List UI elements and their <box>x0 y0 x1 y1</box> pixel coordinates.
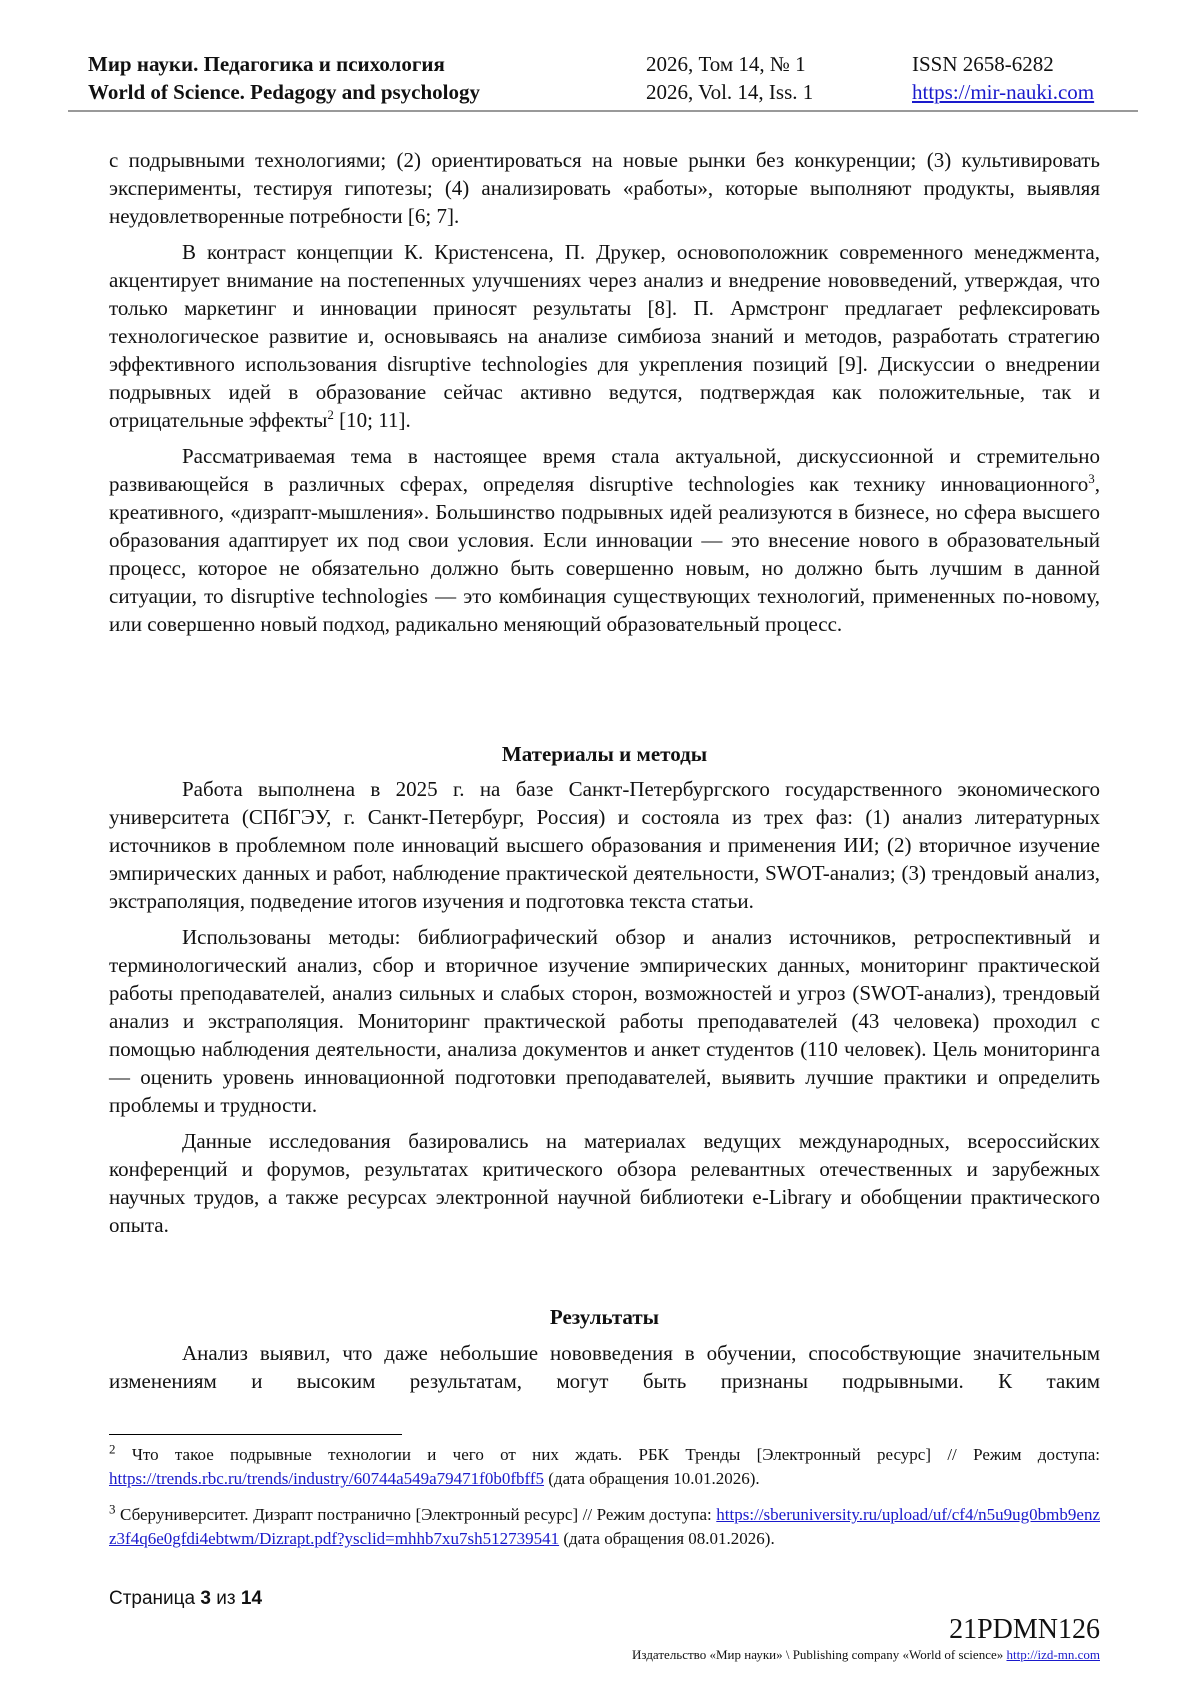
footnote-date: (дата обращения 10.01.2026). <box>544 1469 760 1488</box>
journal-site-link[interactable]: https://mir-nauki.com <box>912 80 1095 104</box>
page-number <box>109 1588 262 1610</box>
paragraph: Работа выполнена в 2025 г. на базе Санкт-Петербургского государственного экономического университета (СПбГЭУ, г. Санкт-Петербург, Россия) и состояла из трех фаз: (1) анализ литературных источников в проблемном поле инноваций высшего образования и применения ИИ; (2) вторичное изучение эмпирических данных и работ, наблюдение практической деятельности, SWOT-анализ; (3) трендовый анализ, экстраполяция, подведение итогов изучения и подготовка текста статьи. <box>109 777 1100 913</box>
results-section <box>109 1339 1100 1395</box>
paragraph <box>109 442 1100 638</box>
methods-section <box>109 775 1100 1239</box>
page-label: Страница <box>109 1588 201 1609</box>
journal-title-en: World of Science. Pedagogy and psychology <box>88 80 481 104</box>
header-divider <box>68 110 1138 112</box>
text: , креативного, «дизрапт-мышления». Большинство подрывных идей реализуются в бизнесе, но сфера высшего образования адаптирует их под свои условия. Если инновации — это внесение нового в образовательный процесс, которое не обязательно должно быть совершенно новым, но должно быть лучшим в данной ситуации, то disruptive technologies — это комбинация существующих технологий, примененных по-новому, или совершенно новый подход, радикально меняющий образовательный процесс. <box>109 472 1100 636</box>
publisher-line <box>632 1647 1100 1663</box>
article-code: 21PDMN126 <box>949 1614 1100 1645</box>
paragraph: Данные исследования базировались на материалах ведущих международных, всероссийских конференций и форумов, результатах критического обзора релевантных отечественных и зарубежных научных трудов, а также ресурсах электронной научной библиотеки e-Library и обобщении практического опыта. <box>109 1129 1100 1237</box>
footnote-text: Что такое подрывные технологии и чего от них ждать. РБК Тренды [Электронный ресурс] // Режим доступа: <box>115 1445 1100 1464</box>
footnote-link[interactable]: https://trends.rbc.ru/trends/industry/60744a549a79471f0b0fbff5 <box>109 1469 545 1488</box>
footnote-ref[interactable]: 3 <box>1088 471 1095 486</box>
publisher-text: Издательство «Мир науки» \ Publishing company «World of science» <box>632 1647 1007 1662</box>
issue-info <box>646 50 813 106</box>
paragraph: с подрывными технологиями; (2) ориентироваться на новые рынки без конкуренции; (3) культивировать эксперименты, тестируя гипотезы; (4) анализировать «работы», которые выполняют продукты, выявляя неудовлетворенные потребности [6; 7]. <box>109 148 1100 228</box>
footnote-link[interactable]: https://sberuniversity.ru/upload/uf/cf4/n5u9ug0bmb9enzz3f4q6e0gfdi4ebtwm/Dizrapt.pdf?ysclid=mhhb7xu7sh512739541 <box>109 1505 1100 1548</box>
journal-title-ru: Мир науки. Педагогика и психология <box>88 52 445 76</box>
page-of: из <box>210 1588 241 1609</box>
footnote-number: 3 <box>109 1501 116 1517</box>
footnote-ref[interactable]: 2 <box>327 407 334 422</box>
footnote-text: Сберуниверситет. Дизрапт постранично [Электронный ресурс] // Режим доступа: <box>115 1505 717 1524</box>
intro-section <box>109 146 1100 638</box>
footnote-divider <box>109 1434 402 1435</box>
paragraph <box>109 238 1100 434</box>
paragraph: Анализ выявил, что даже небольшие нововведения в обучении, способствующие значительным изменениям и высоким результатам, могут быть признаны подрывными. К таким <box>109 1341 1100 1393</box>
issue-ru: 2026, Том 14, № 1 <box>646 52 806 76</box>
journal-title <box>88 50 480 106</box>
issn-info <box>912 50 1094 106</box>
issn: ISSN 2658-6282 <box>912 52 1054 76</box>
current-page: 3 <box>200 1588 211 1609</box>
text: [10; 11]. <box>333 408 411 432</box>
footnote <box>109 1443 1100 1491</box>
footnote-number: 2 <box>109 1441 116 1457</box>
text: Рассматриваемая тема в настоящее время стала актуальной, дискуссионной и стремительно развивающейся в различных сферах, определяя disruptive technologies как технику инновационного <box>109 444 1100 496</box>
footnote <box>109 1503 1100 1551</box>
section-heading-results: Результаты <box>549 1305 660 1329</box>
publisher-link[interactable]: http://izd-mn.com <box>1006 1647 1100 1662</box>
total-pages: 14 <box>240 1588 263 1609</box>
footnote-date: (дата обращения 08.01.2026). <box>559 1529 775 1548</box>
issue-en: 2026, Vol. 14, Iss. 1 <box>646 80 814 104</box>
section-heading-methods: Материалы и методы <box>501 742 708 766</box>
paragraph: Использованы методы: библиографический обзор и анализ источников, ретроспективный и терминологический анализ, сбор и вторичное изучение эмпирических данных, мониторинг практической работы преподавателей, анализ сильных и слабых сторон, возможностей и угроз (SWOT-анализ), трендовый анализ и экстраполяция. Мониторинг практической работы преподавателей (43 человека) проходил с помощью наблюдения деятельности, анализа документов и анкет студентов (110 человек). Цель мониторинга — оценить уровень инновационной подготовки преподавателей, выявить лучшие практики и определить проблемы и трудности. <box>109 925 1100 1117</box>
text: В контраст концепции К. Кристенсена, П. Друкер, основоположник современного менеджмента, акцентирует внимание на постепенных улучшениях через анализ и внедрение нововведений, утверждая, что только маркетинг и инновации приносят результаты [8]. П. Армстронг предлагает рефлексировать технологическое развитие и, основываясь на анализе симбиоза знаний и методов, разработать стратегию эффективного использования disruptive technologies для укрепления позиций [9]. Дискуссии о внедрении подрывных идей в образование сейчас активно ведутся, подтверждая как положительные, так и отрицательные эффекты <box>109 240 1100 432</box>
